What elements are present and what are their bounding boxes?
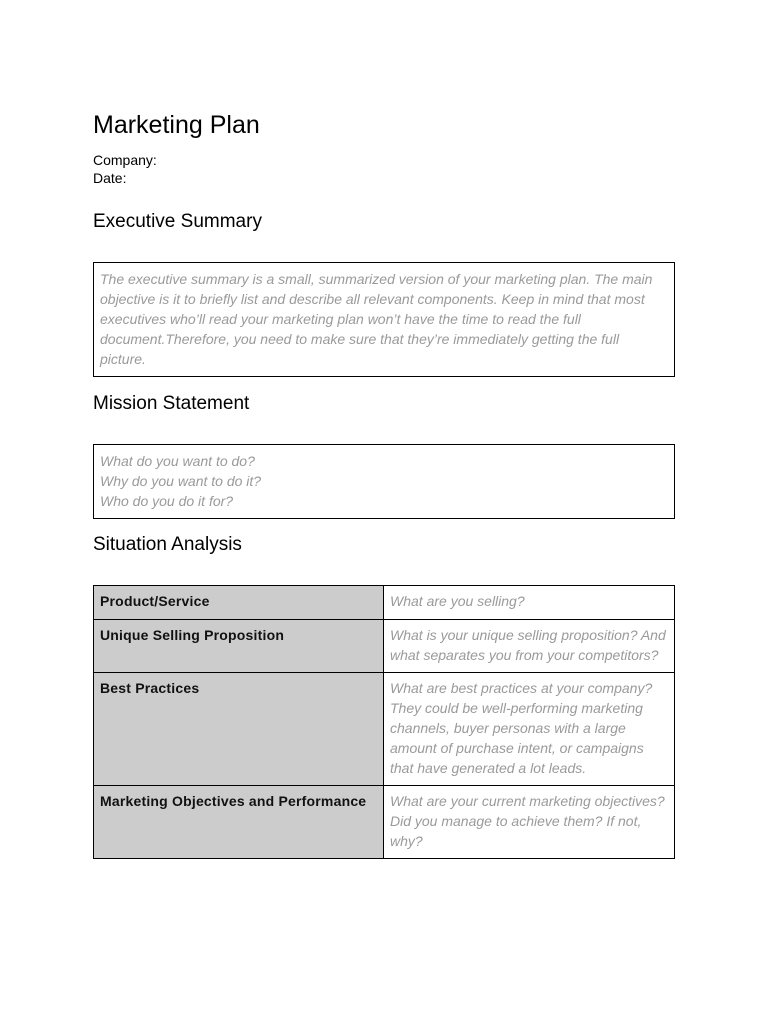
table-row	[94, 786, 675, 859]
executive-summary-heading: Executive Summary	[93, 211, 262, 232]
row-value-best-practices: What are best practices at your company? They could be well-performing marketing channels, buyer personas with a large amount of purchase intent, or campaigns that have generated a lot leads.	[384, 673, 675, 786]
row-value-product-service: What are you selling?	[384, 586, 675, 620]
situation-analysis-heading: Situation Analysis	[93, 534, 242, 555]
row-value-unique-selling-proposition: What is your unique selling proposition? And what separates you from your competitors?	[384, 620, 675, 673]
date-label: Date:	[93, 170, 127, 186]
row-label-product-service: Product/Service	[94, 586, 384, 620]
row-label-best-practices: Best Practices	[94, 673, 384, 786]
mission-statement-heading: Mission Statement	[93, 393, 250, 414]
row-value-marketing-objectives: What are your current marketing objectives? Did you manage to achieve them? If not, why?	[384, 786, 675, 859]
mission-statement-box	[93, 444, 675, 519]
mission-question-3: Who do you do it for?	[100, 493, 234, 509]
table-row	[94, 586, 675, 620]
situation-analysis-table	[93, 585, 675, 859]
mission-question-1: What do you want to do?	[100, 453, 255, 469]
row-label-unique-selling-proposition: Unique Selling Proposition	[94, 620, 384, 673]
table-row	[94, 620, 675, 673]
row-label-marketing-objectives: Marketing Objectives and Performance	[94, 786, 384, 859]
company-label: Company:	[93, 152, 157, 168]
executive-summary-box	[93, 262, 675, 377]
executive-summary-text: The executive summary is a small, summarized version of your marketing plan. The main objective is it to briefly list and describe all relevant components. Keep in mind that most executives who’ll read your marketing plan won’t have the time to read the full document.Therefore, you need to make sure that they’re immediately getting the full picture.	[100, 271, 653, 367]
page-title: Marketing Plan	[93, 111, 260, 139]
table-row	[94, 673, 675, 786]
mission-question-2: Why do you want to do it?	[100, 473, 262, 489]
